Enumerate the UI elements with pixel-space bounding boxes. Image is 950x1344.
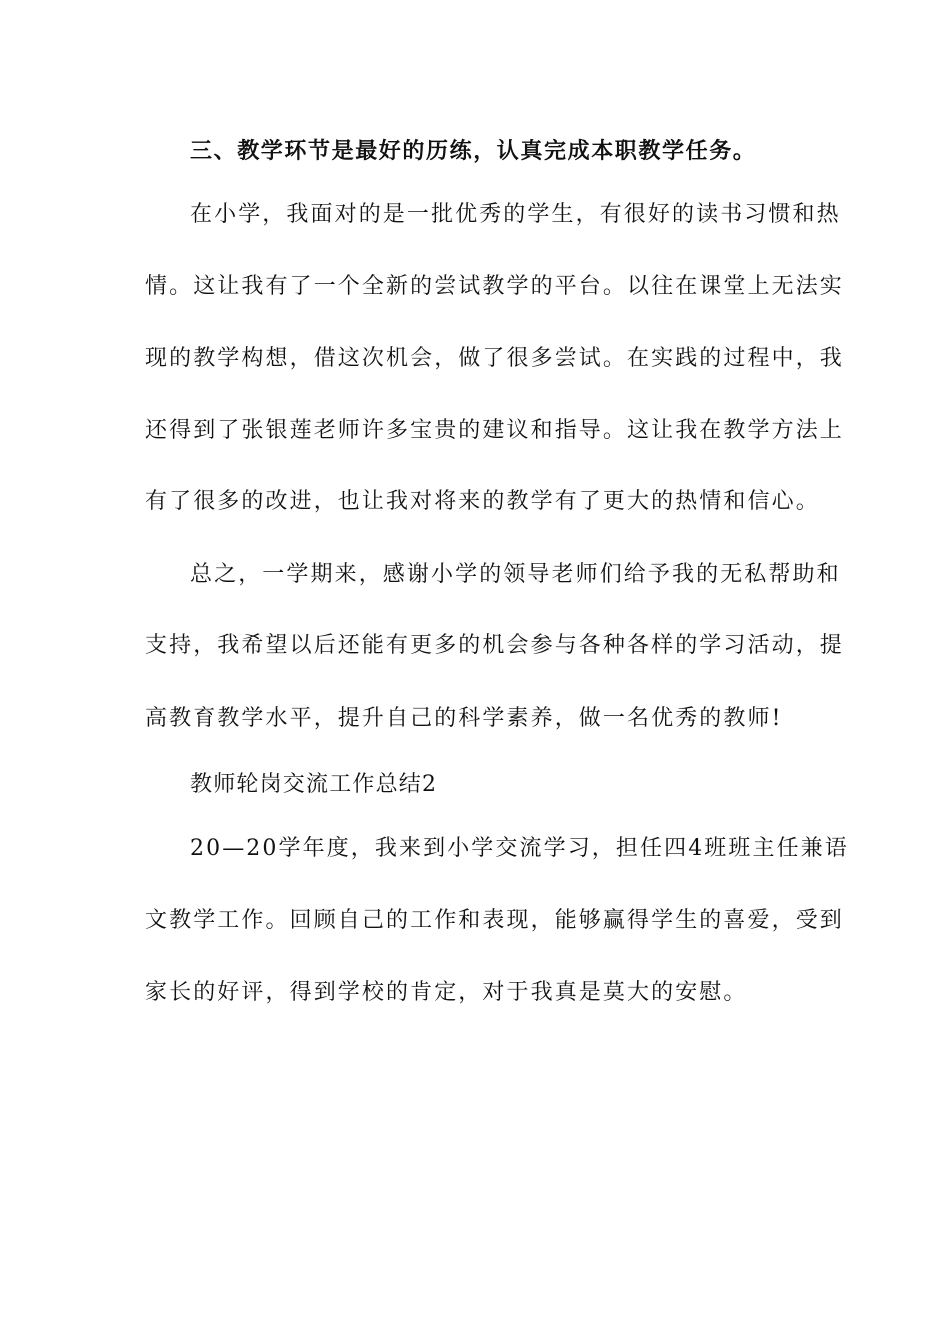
article-title: 教师轮岗交流工作总结2 — [190, 772, 438, 797]
paragraph-line: 文教学工作。回顾自己的工作和表现，能够赢得学生的喜爱，受到 — [145, 908, 844, 933]
paragraph-line: 总之，一学期来，感谢小学的领导老师们给予我的无私帮助和 — [190, 562, 841, 587]
paragraph-line: 现的教学构想，借这次机会，做了很多尝试。在实践的过程中，我 — [145, 346, 844, 371]
paragraph-line: 支持，我希望以后还能有更多的机会参与各种各样的学习活动，提 — [145, 633, 844, 658]
paragraph-line: 20—20学年度，我来到小学交流学习，担任四4班班主任兼语 — [190, 836, 849, 861]
paragraph-line: 在小学，我面对的是一批优秀的学生，有很好的读书习惯和热 — [190, 202, 841, 227]
section-heading: 三、教学环节是最好的历练，认真完成本职教学任务。 — [190, 138, 757, 164]
paragraph-line: 高教育教学水平，提升自己的科学素养，做一名优秀的教师! — [145, 706, 783, 731]
paragraph-line: 有了很多的改进，也让我对将来的教学有了更大的热情和信心。 — [145, 489, 820, 514]
paragraph-line: 情。这让我有了一个全新的尝试教学的平台。以往在课堂上无法实 — [145, 274, 844, 299]
paragraph-line: 家长的好评，得到学校的肯定，对于我真是莫大的安慰。 — [145, 980, 748, 1005]
paragraph-line: 还得到了张银莲老师许多宝贵的建议和指导。这让我在教学方法上 — [145, 418, 844, 443]
